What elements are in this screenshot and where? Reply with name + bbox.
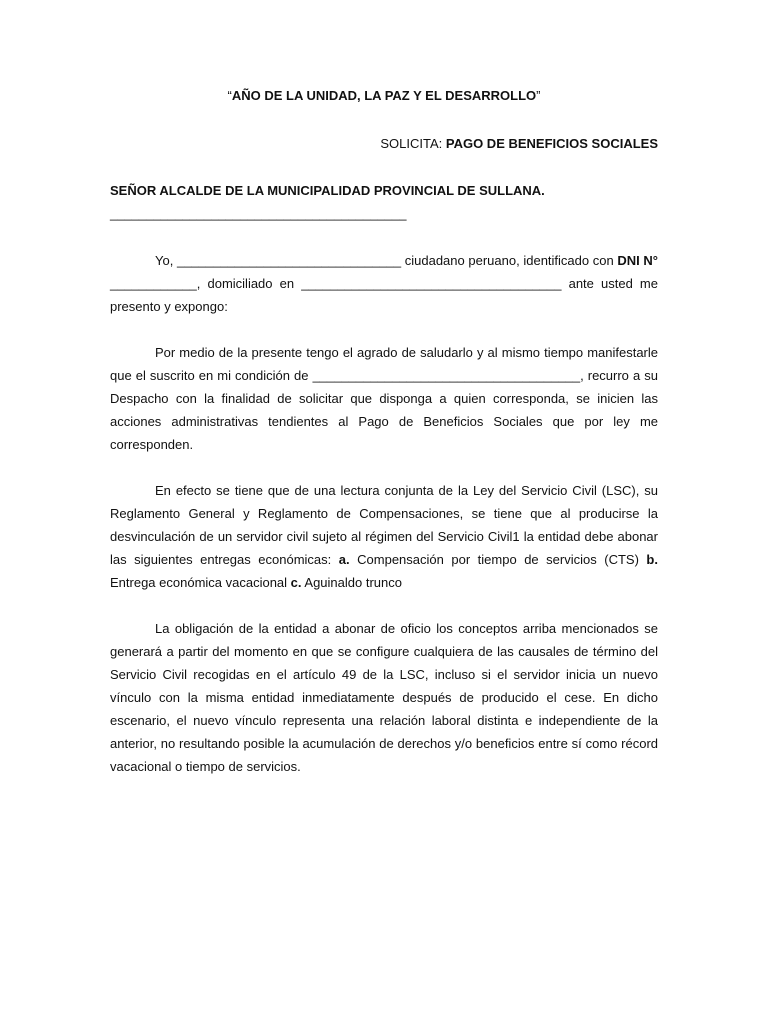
motto-text: AÑO DE LA UNIDAD, LA PAZ Y EL DESARROLLO xyxy=(231,88,537,103)
document-body xyxy=(110,84,658,801)
solicita-value: PAGO DE BENEFICIOS SOCIALES xyxy=(445,136,658,151)
paragraph1-text-b: ____________, domiciliado en ____________________________________ ante usted me presento y expongo: xyxy=(110,276,658,314)
paragraph3-text-a: En efecto se tiene que de una lectura conjunta de la Ley del Servicio Civil (LSC), su Reglamento General y Reglamento de Compensaciones, se tiene que al producirse la desvinculación de un servidor civil sujeto al régimen del Servicio Civil1 la entidad debe abonar las siguientes entregas económicas: xyxy=(110,483,658,567)
year-motto xyxy=(110,84,658,107)
item-b-text: Entrega económica vacacional xyxy=(110,575,291,590)
motto-close-quote: ” xyxy=(536,88,541,103)
item-b-label: b. xyxy=(646,552,658,567)
paragraph1-text-a: Yo, _______________________________ ciudadano peruano, identificado con xyxy=(155,253,614,268)
item-a-text: Compensación por tiempo de servicios (CTS) xyxy=(349,552,647,567)
paragraph-request xyxy=(110,341,658,456)
solicita-line xyxy=(110,132,658,155)
addressee-blank-line: _________________________________________ xyxy=(110,206,407,221)
motto-open-quote: “ xyxy=(227,88,232,103)
addressee-title: SEÑOR ALCALDE DE LA MUNICIPALIDAD PROVINCIAL DE SULLANA. xyxy=(110,183,545,198)
paragraph-obligation: La obligación de la entidad a abonar de oficio los conceptos arriba mencionados se generará a partir del momento en que se configure cualquiera de las causales de término del Servicio Civil recogidas en el artículo 49 de la LSC, incluso si el servidor inicia un nuevo vínculo con la misma entidad inmediatamente después de producido el cese. En dicho escenario, el nuevo vínculo representa una relación laboral distinta e independiente de la anterior, no resultando posible la acumulación de derechos y/o beneficios entre sí como récord vacacional o tiempo de servicios. xyxy=(110,621,658,774)
paragraph-legal-basis xyxy=(110,479,658,594)
solicita-label: SOLICITA: xyxy=(380,136,446,151)
paragraph-identification xyxy=(110,249,658,318)
item-a-label: a. xyxy=(338,552,350,567)
item-c-label: c. xyxy=(290,575,302,590)
dni-label: DNI N° xyxy=(617,253,658,268)
paragraph2-text-b: _____________________________________, recurro a su Despacho con la finalidad de solicitar que disponga a quien corresponda, se inicien las acciones administrativas tendientes al Pago de Beneficios Sociales que por ley me corresponden. xyxy=(110,368,658,452)
item-c-text: Aguinaldo trunco xyxy=(301,575,402,590)
paragraph2-text-a: Por medio de la presente tengo el agrado de saludarlo y al mismo tiempo manifestarle que el suscrito en mi condición de xyxy=(110,345,658,383)
